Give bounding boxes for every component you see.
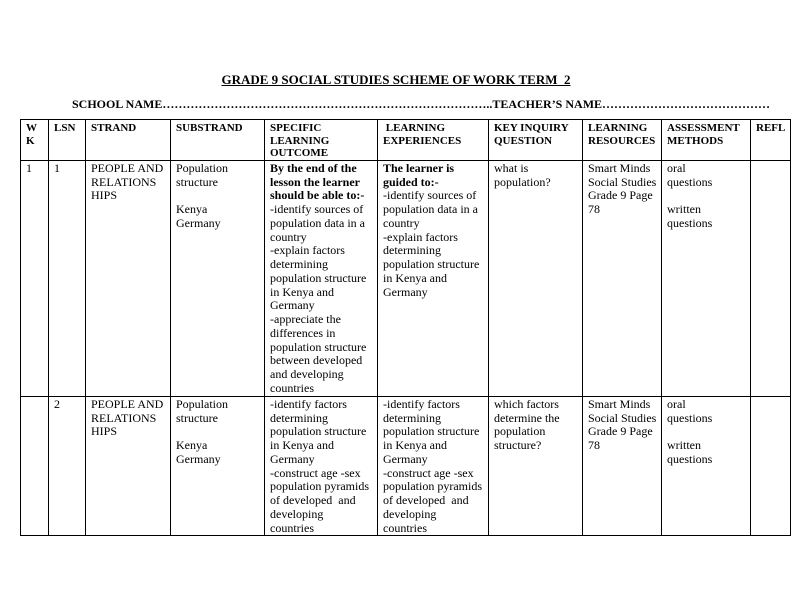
cell-assessment-methods: oral questions written questions	[662, 160, 751, 396]
table-header-row	[21, 120, 791, 161]
cell-key-inquiry-question: which factors determine the population structure?	[489, 396, 583, 536]
header-substrand: SUBSTRAND	[171, 120, 265, 161]
cell-week: 1	[21, 160, 49, 396]
cell-substrand: Population structure Kenya Germany	[171, 396, 265, 536]
header-learning-resources: LEARNING RESOURCES	[583, 120, 662, 161]
header-strand: STRAND	[86, 120, 171, 161]
header-key-inquiry-question: KEY INQUIRY QUESTION	[489, 120, 583, 161]
cell-strand: PEOPLE AND RELATIONS HIPS	[86, 160, 171, 396]
outcome-text: -identify sources of population data in a country -explain factors determining population structure in Kenya and Germany -appreciate the differences in population structure between developed and developing countries	[270, 202, 367, 395]
cell-week	[21, 396, 49, 536]
header-lesson: LSN	[49, 120, 86, 161]
outcome-intro: By the end of the lesson the learner should be able to:-	[270, 160, 365, 203]
cell-key-inquiry-question: what is population?	[489, 160, 583, 396]
school-teacher-name-line: SCHOOL NAME………………………………………………………………………..TEACHER’S NAME……………………………………	[72, 97, 771, 111]
cell-specific-learning-outcome	[265, 160, 378, 396]
cell-learning-resources: Smart Minds Social Studies Grade 9 Page 78	[583, 396, 662, 536]
cell-learning-experiences: -identify factors determining population structure in Kenya and Germany -construct age -sex population pyramids of developed and developing countries	[378, 396, 489, 536]
header-specific-learning-outcome: SPECIFIC LEARNING OUTCOME	[265, 120, 378, 161]
experience-text: -identify sources of population data in a country -explain factors determining population structure in Kenya and Germany	[383, 188, 480, 299]
document-title-text: GRADE 9 SOCIAL STUDIES SCHEME OF WORK TERM 2	[221, 72, 571, 87]
cell-reflection	[751, 160, 791, 396]
experience-intro: The learner is guided to:-	[383, 160, 455, 189]
cell-learning-resources: Smart Minds Social Studies Grade 9 Page 78	[583, 160, 662, 396]
table-row	[21, 160, 791, 396]
header-learning-experiences: LEARNING EXPERIENCES	[378, 120, 489, 161]
header-assessment-methods: ASSESSMENT METHODS	[662, 120, 751, 161]
document-title	[0, 72, 792, 88]
cell-reflection	[751, 396, 791, 536]
cell-substrand: Population structure Kenya Germany	[171, 160, 265, 396]
cell-assessment-methods: oral questions written questions	[662, 396, 751, 536]
cell-learning-experiences	[378, 160, 489, 396]
cell-specific-learning-outcome: -identify factors determining population structure in Kenya and Germany -construct age -sex population pyramids of developed and developing countries	[265, 396, 378, 536]
header-reflection: REFL	[751, 120, 791, 161]
cell-strand: PEOPLE AND RELATIONS HIPS	[86, 396, 171, 536]
scheme-of-work-table	[20, 119, 791, 536]
table-row	[21, 396, 791, 536]
cell-lesson: 1	[49, 160, 86, 396]
cell-lesson: 2	[49, 396, 86, 536]
header-week: W K	[21, 120, 49, 161]
